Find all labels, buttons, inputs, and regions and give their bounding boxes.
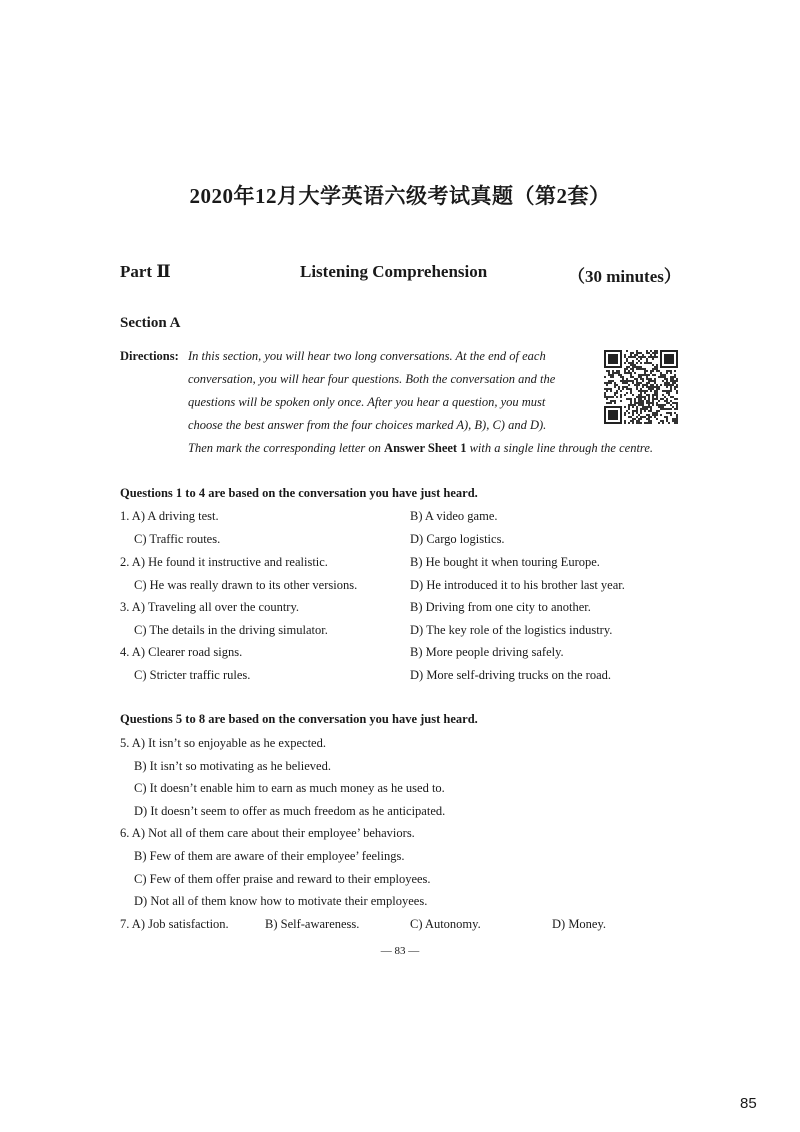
directions-last-post: with a single line through the centre.: [466, 441, 654, 455]
option-q4-b: B) More people driving safely.: [410, 645, 564, 659]
answer-sheet-label: Answer Sheet 1: [384, 441, 467, 455]
question-group-heading: Questions 5 to 8 are based on the conversation you have just heard.: [120, 712, 478, 726]
option-q7-a: 7. A) Job satisfaction.: [120, 917, 229, 931]
directions-line-last: [188, 441, 653, 456]
option-q4-a: 4. A) Clearer road signs.: [120, 645, 243, 659]
option-q6-a: 6. A) Not all of them care about their employee’ behaviors.: [120, 826, 415, 840]
part-name: Listening Comprehension: [300, 262, 488, 281]
directions-line: choose the best answer from the four choices marked A), B), C) and D).: [188, 418, 547, 432]
option-q6-b: B) Few of them are aware of their employee’ feelings.: [134, 849, 405, 863]
qr-code-icon: [604, 350, 678, 424]
option-q5-a: 5. A) It isn’t so enjoyable as he expected.: [120, 736, 326, 750]
option-q4-c: C) Stricter traffic rules.: [134, 668, 251, 682]
option-q3-d: D) The key role of the logistics industry.: [410, 623, 613, 637]
directions-label: Directions:: [120, 349, 179, 363]
option-q4-d: D) More self-driving trucks on the road.: [410, 668, 611, 682]
directions-line: questions will be spoken only once. After you hear a question, you must: [188, 395, 546, 409]
option-q7-d: D) Money.: [552, 917, 607, 931]
directions-last-pre: Then mark the corresponding letter on: [188, 441, 385, 455]
option-q1-d: D) Cargo logistics.: [410, 532, 505, 546]
page-number: — 83 —: [380, 945, 420, 957]
option-q2-a: 2. A) He found it instructive and realistic.: [120, 555, 328, 569]
option-q6-d: D) Not all of them know how to motivate their employees.: [134, 894, 428, 908]
option-q2-d: D) He introduced it to his brother last year.: [410, 578, 625, 592]
option-q3-c: C) The details in the driving simulator.: [134, 623, 328, 637]
option-q1-a: 1. A) A driving test.: [120, 509, 219, 523]
option-q2-c: C) He was really drawn to its other versions.: [134, 578, 358, 592]
option-q5-d: D) It doesn’t seem to offer as much freedom as he anticipated.: [134, 804, 446, 818]
part-label: Part Ⅱ: [120, 262, 171, 281]
corner-page-number: 85: [740, 1095, 757, 1112]
option-q3-b: B) Driving from one city to another.: [410, 600, 591, 614]
option-q6-c: C) Few of them offer praise and reward to their employees.: [134, 872, 431, 886]
option-q5-c: C) It doesn’t enable him to earn as much money as he used to.: [134, 781, 445, 795]
option-q1-c: C) Traffic routes.: [134, 532, 221, 546]
page-title: 2020年12月大学英语六级考试真题（第2套）: [189, 184, 611, 208]
section-heading: Section A: [120, 315, 181, 331]
directions-line: In this section, you will hear two long conversations. At the end of each: [188, 349, 546, 363]
option-q7-b: B) Self-awareness.: [265, 917, 360, 931]
option-q7-c: C) Autonomy.: [410, 917, 481, 931]
part-time: （30 minutes）: [568, 267, 681, 286]
option-q5-b: B) It isn’t so motivating as he believed.: [134, 759, 331, 773]
option-q2-b: B) He bought it when touring Europe.: [410, 555, 600, 569]
option-q3-a: 3. A) Traveling all over the country.: [120, 600, 300, 614]
question-group-heading: Questions 1 to 4 are based on the conversation you have just heard.: [120, 486, 478, 500]
option-q1-b: B) A video game.: [410, 509, 498, 523]
directions-line: conversation, you will hear four questions. Both the conversation and the: [188, 372, 556, 386]
